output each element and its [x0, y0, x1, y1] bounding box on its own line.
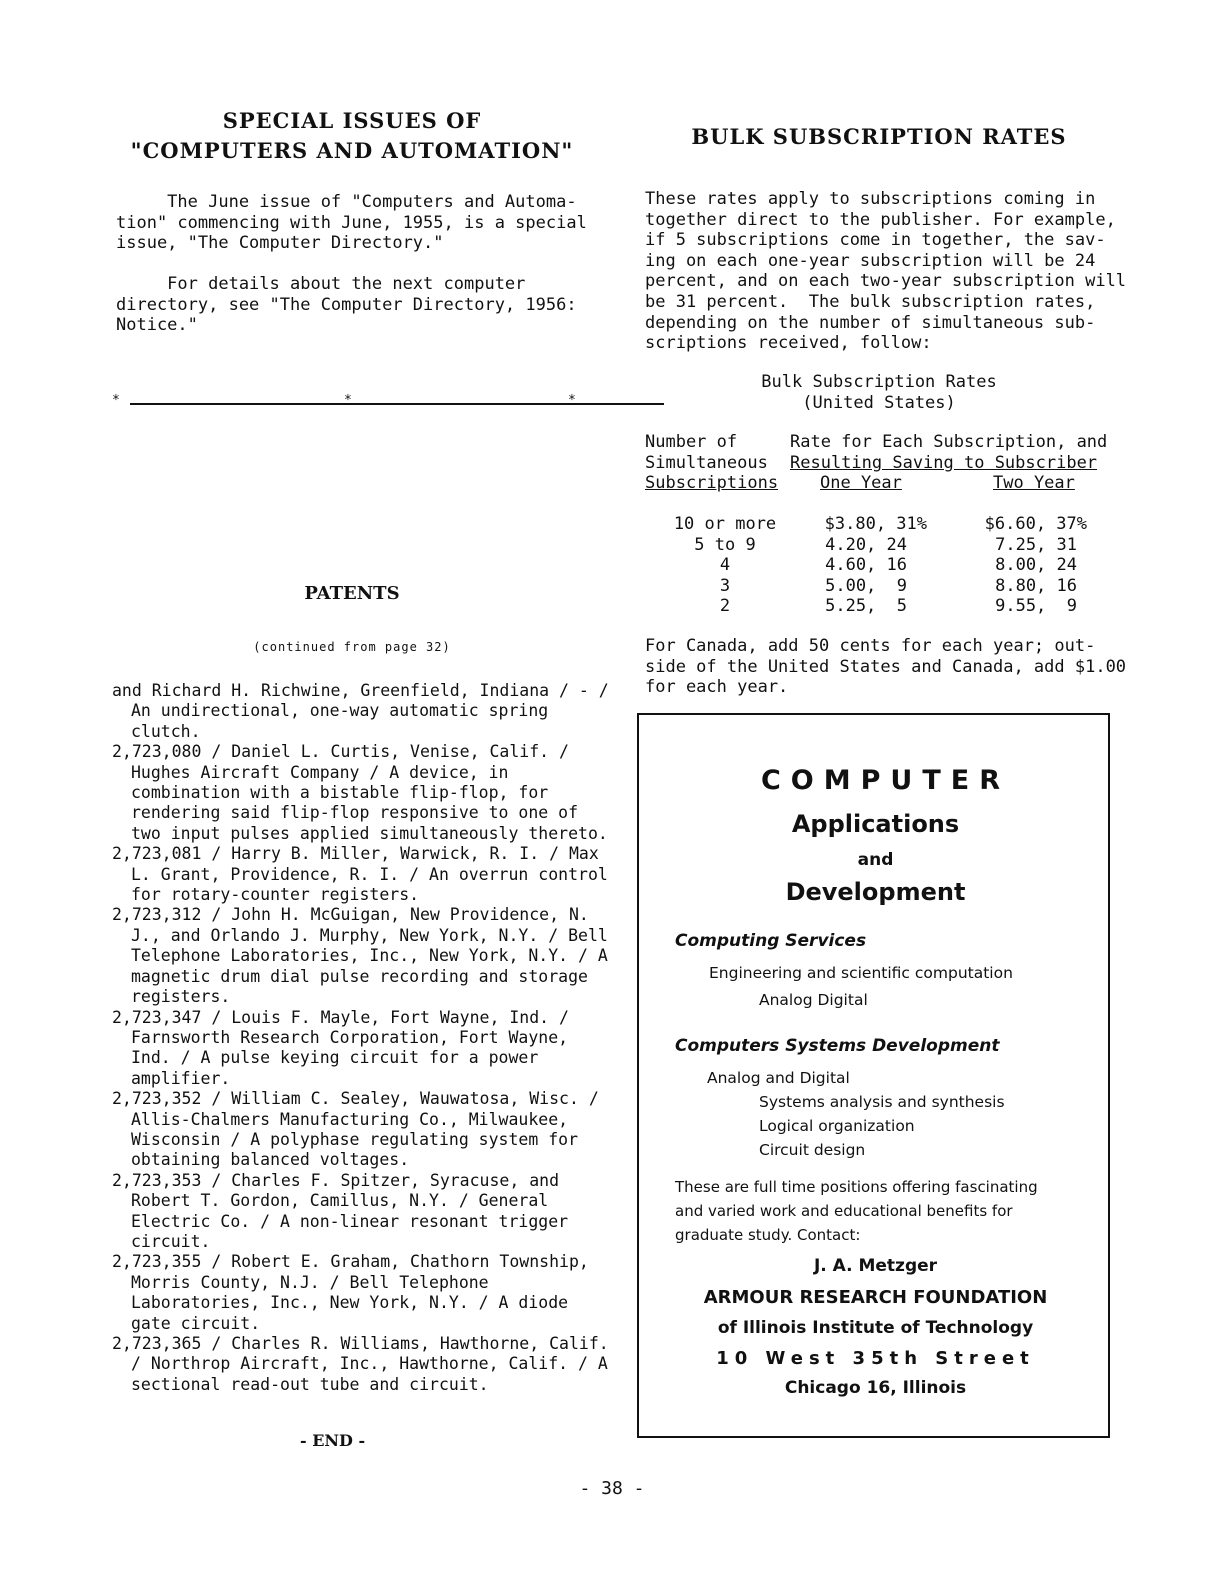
ad-section1-line1: Engineering and scientific computation: [709, 964, 1013, 982]
star-separator: [112, 393, 582, 413]
table-header-two-year: Two Year: [993, 473, 1075, 493]
table-header-col1-line2: Simultaneous: [645, 452, 768, 473]
end-mark: - END -: [300, 1431, 366, 1450]
patent-list: [112, 681, 619, 1395]
special-issues-heading: [112, 106, 592, 166]
bulk-rates-title: BULK SUBSCRIPTION RATES: [691, 124, 1067, 149]
table-cell-count: 10 or more: [673, 514, 777, 534]
ad-and: and: [857, 850, 894, 870]
page-number: - 38 -: [579, 1478, 645, 1499]
list-item: and Richard H. Richwine, Greenfield, Indiana / - / An undirectional, one-way automatic spring clutch.: [112, 681, 619, 741]
rates-table: [645, 432, 1115, 617]
table-cell-two-year: 8.00, 24: [995, 555, 1077, 575]
ad-heading: COMPUTER: [760, 765, 1010, 796]
table-cell-count: 4: [719, 555, 731, 575]
table-header-one-year: One Year: [820, 473, 902, 493]
bulk-rates-intro: These rates apply to subscriptions coming in together direct to the publisher. For example, if 5 subscriptions come in together, the sav- ing on each one-year subscription will be 24 percent, and on each two-year subscription will be 31 percent. The bulk subscription rates, depending on the number of simultaneous sub- scriptions received, follow:: [645, 189, 1127, 354]
table-cell-one-year: $3.80, 31%: [824, 514, 927, 534]
ad-applications: Applications: [791, 810, 960, 838]
table-header-col1-line1: Number of: [645, 432, 738, 452]
rates-table-caption: [645, 372, 1113, 413]
ad-section2-line4: Circuit design: [759, 1141, 866, 1159]
separator-line-right: [362, 403, 664, 405]
table-cell-two-year: $6.60, 37%: [984, 514, 1087, 534]
patents-continued-note: (continued from page 32): [253, 640, 451, 654]
table-cell-one-year: 4.60, 16: [825, 555, 907, 575]
rates-table-title: Bulk Subscription Rates: [761, 372, 997, 392]
list-item: 2,723,081 / Harry B. Miller, Warwick, R. I. / Max L. Grant, Providence, R. I. / An overrun control for rotary-counter registers.: [112, 844, 618, 905]
ad-contact-name: J. A. Metzger: [813, 1256, 938, 1276]
ad-section1-title: Computing Services: [675, 931, 867, 951]
table-cell-one-year: 5.00, 9: [825, 575, 907, 596]
list-item: 2,723,365 / Charles R. Williams, Hawthorne, Calif. / Northrop Aircraft, Inc., Hawthorne, Calif. / A sectional read-out tube and circuit.: [112, 1334, 619, 1394]
special-issues-para2: For details about the next computer directory, see "The Computer Directory, 1956: Notice.": [116, 274, 577, 336]
patents-title: PATENTS: [304, 583, 400, 604]
job-advertisement: [637, 713, 1110, 1438]
ad-org-line1: ARMOUR RESEARCH FOUNDATION: [703, 1287, 1048, 1308]
table-cell-two-year: 8.80, 16: [995, 575, 1077, 596]
special-issues-title-line1: SPECIAL ISSUES OF: [222, 108, 482, 133]
table-cell-two-year: 7.25, 31: [995, 534, 1077, 555]
list-item: 2,723,080 / Daniel L. Curtis, Venise, Calif. / Hughes Aircraft Company / A device, in combination with a bistable flip-flop, for rendering said flip-flop responsive to one of two input pulses applied simultaneously thereto.: [112, 742, 608, 843]
table-cell-count: 3: [719, 575, 731, 596]
table-header-rate-line2: Resulting Saving to Subscriber: [790, 452, 1098, 473]
ad-address1: 10 West 35th Street: [716, 1348, 1035, 1369]
bulk-rates-footer: For Canada, add 50 cents for each year; out- side of the United States and Canada, add $1.00 for each year.: [645, 636, 1127, 698]
ad-body: These are full time positions offering fascinating and varied work and educational benefits for graduate study. Contact:: [675, 1178, 1038, 1244]
ad-section2-line3: Logical organization: [759, 1117, 915, 1135]
list-item: 2,723,355 / Robert E. Graham, Chathorn Township, Morris County, N.J. / Bell Telephone Laboratories, Inc., New York, N.Y. / A diode gate circuit.: [112, 1252, 599, 1333]
separator-star: *: [112, 393, 120, 408]
ad-section2-line2: Systems analysis and synthesis: [759, 1093, 1005, 1111]
table-cell-count: 2: [719, 596, 731, 616]
list-item: 2,723,353 / Charles F. Spitzer, Syracuse, and Robert T. Gordon, Camillus, N.Y. / General Electric Co. / A non-linear resonant trigger circuit.: [112, 1170, 579, 1251]
ad-section2-title: Computers Systems Development: [675, 1036, 1000, 1056]
rates-table-subtitle: (United States): [802, 392, 956, 413]
ad-address2: Chicago 16, Illinois: [784, 1378, 967, 1398]
list-item: 2,723,352 / William C. Sealey, Wauwatosa, Wisc. / Allis-Chalmers Manufacturing Co., Milwaukee, Wisconsin / A polyphase regulating system for obtaining balanced voltages.: [112, 1089, 609, 1170]
ad-development: Development: [785, 878, 966, 906]
separator-star: *: [344, 393, 352, 408]
list-item: 2,723,347 / Louis F. Mayle, Fort Wayne, Ind. / Farnsworth Research Corporation, Fort Wayne, Ind. / A pulse keying circuit for a power amplifier.: [112, 1007, 579, 1088]
special-issues-para1: The June issue of "Computers and Automa- tion" commencing with June, 1955, is a special issue, "The Computer Directory.": [116, 192, 587, 254]
table-cell-count: 5 to 9: [694, 534, 756, 555]
list-item: 2,723,312 / John H. McGuigan, New Providence, N. J., and Orlando J. Murphy, New York, N.Y. / Bell Telephone Laboratories, Inc., New York, N.Y. / A magnetic drum dial pulse recording and storage registers.: [112, 905, 618, 1007]
table-cell-one-year: 5.25, 5: [825, 596, 907, 616]
ad-org-line2: of Illinois Institute of Technology: [717, 1318, 1034, 1338]
table-cell-one-year: 4.20, 24: [825, 534, 907, 555]
table-cell-two-year: 9.55, 9: [995, 596, 1077, 616]
table-header-rate-line1: Rate for Each Subscription, and: [790, 432, 1108, 452]
ad-section2-line1: Analog and Digital: [707, 1069, 850, 1087]
special-issues-title-line2: "COMPUTERS AND AUTOMATION": [130, 138, 574, 163]
ad-section1-line2: Analog Digital: [759, 991, 868, 1009]
table-header-col1-line3: Subscriptions: [645, 473, 779, 493]
separator-star: *: [568, 393, 576, 408]
